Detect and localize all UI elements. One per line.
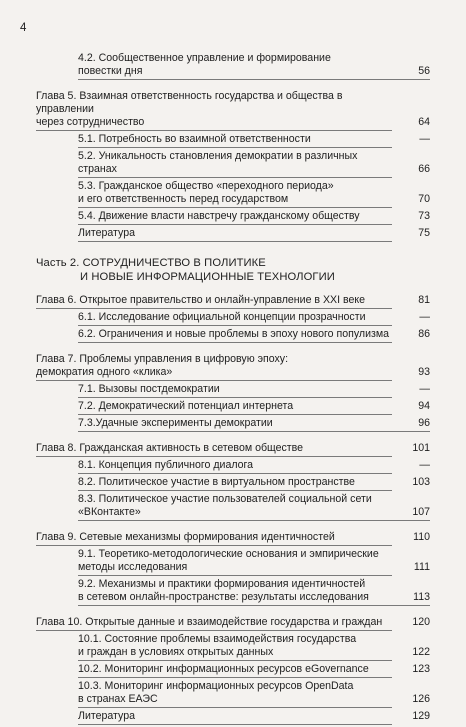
toc-entry-title: 5.4. Движение власти навстречу гражданскому обществу [78,210,360,222]
part-heading [36,256,430,284]
dotted-leader [78,575,392,576]
toc-entry [36,52,430,78]
toc-entry [36,633,430,659]
toc-entry-title: 4.2. Сообщественное управление и формирование повестки дня [78,52,331,77]
dotted-leader [78,177,392,178]
toc-entry-page: 75 [418,227,430,239]
dotted-leader [36,545,392,546]
toc-entry-title: 9.1. Теоретико-методологические основания и эмпирические методы исследования [78,548,379,573]
toc-entry-title: Глава 6. Открытое правительство и онлайн-управление в XXI веке [36,294,366,306]
toc-entry-page: 103 [412,476,430,488]
dotted-leader [78,397,392,398]
toc-entry-title: 7.3.Удачные эксперименты демократии [78,417,273,429]
toc-entry [36,150,430,176]
toc-entry-title: Глава 5. Взаимная ответственность государства и общества в управлении через сотрудничество [36,90,343,128]
toc-entry-page: 94 [418,400,430,412]
toc-entry-title: Глава 10. Открытые данные и взаимодействие государства и граждан [36,616,383,628]
toc-entry-page: 110 [413,531,430,543]
toc-entry-title: 5.3. Гражданское общество «переходного периода» и его ответственность перед государством [78,180,334,205]
toc-entry-page: — [419,459,430,471]
toc-entry-title: 6.2. Ограничения и новые проблемы в эпоху нового популизма [78,328,390,340]
dotted-leader [78,473,392,474]
toc-entry [36,710,430,723]
dotted-leader [78,431,430,432]
toc-entry-page: — [419,383,430,395]
toc-entry [36,133,430,146]
toc-entry [36,663,430,676]
toc-entry-title: 8.3. Политическое участие пользователей социальной сети «ВКонтакте» [78,493,372,518]
toc-entry-page: 101 [412,442,430,454]
toc-entry-page: 123 [412,663,430,675]
toc-entry-page: 70 [418,193,430,205]
toc-entry [36,227,430,240]
toc-entry-page: 73 [418,210,430,222]
toc-chapter-entry [36,90,430,129]
toc-entry-title: 5.2. Уникальность становления демократии в различных странах [78,150,358,175]
toc-entry-title: 6.1. Исследование официальной концепции прозрачности [78,311,366,323]
dotted-leader [78,224,392,225]
toc-entry-page: 86 [418,328,430,340]
toc-entry [36,548,430,574]
toc-entry-page: 66 [418,163,430,175]
toc-entry [36,311,430,324]
part-heading-line2: И НОВЫЕ ИНФОРМАЦИОННЫЕ ТЕХНОЛОГИИ [80,271,335,283]
toc-entry-title: 5.1. Потребность во взаимной ответственности [78,133,311,145]
toc-entry-page: 111 [413,561,430,573]
toc-entry [36,383,430,396]
toc-entry-title: Литература [78,710,135,722]
dotted-leader [36,630,392,631]
toc-chapter-entry [36,353,430,379]
toc-entry-page: 129 [412,710,430,722]
toc-entry [36,459,430,472]
dotted-leader [36,308,392,309]
dotted-leader [78,707,392,708]
toc-entry-title: 9.2. Механизмы и практики формирования идентичностей в сетевом онлайн-пространстве: результаты исследования [78,578,369,603]
toc-entry-page: 126 [412,693,430,705]
toc-entry-page: 93 [418,366,430,378]
toc-entry-page: — [419,133,430,145]
toc-entry [36,476,430,489]
toc-entry [36,180,430,206]
toc-entry-title: Литература [78,227,135,239]
dotted-leader [78,490,392,491]
dotted-leader [78,724,392,725]
toc-entry-page: 96 [418,417,430,429]
toc-entry-title: Глава 7. Проблемы управления в цифровую эпоху: демократия одного «клика» [36,353,289,378]
dotted-leader [78,414,392,415]
toc-entry [36,328,430,341]
toc-entry-title: 7.1. Вызовы постдемократии [78,383,220,395]
dotted-leader [78,325,392,326]
dotted-leader [78,660,392,661]
toc-entry-page: 122 [412,646,430,658]
dotted-leader [36,456,392,457]
page-number: 4 [20,22,27,34]
toc-entry-page: 107 [412,506,430,518]
dotted-leader [78,147,392,148]
toc-entry-page: 113 [413,591,430,603]
part-heading-line1: Часть 2. СОТРУДНИЧЕСТВО В ПОЛИТИКЕ [36,257,266,269]
dotted-leader [78,677,392,678]
toc-entry-page: 120 [412,616,430,628]
toc-entry [36,680,430,706]
toc-entry-page: 64 [418,116,430,128]
dotted-leader [78,79,430,80]
toc-entry-title: 10.2. Мониторинг информационных ресурсов eGovernance [78,663,369,675]
toc-entry-title: 10.3. Мониторинг информационных ресурсов OpenData в странах ЕАЭС [78,680,354,705]
toc-entry-title: Глава 8. Гражданская активность в сетевом обществе [36,442,304,454]
toc-chapter-entry [36,294,430,307]
toc-entry-page: 56 [418,65,430,77]
toc-entry-title: 8.1. Концепция публичного диалога [78,459,254,471]
dotted-leader [78,520,430,521]
toc-entry-title: 7.2. Демократический потенциал интернета [78,400,294,412]
toc-entry-page: 81 [418,294,430,306]
toc-entry-title: 8.2. Политическое участие в виртуальном пространстве [78,476,355,488]
toc-chapter-entry [36,442,430,455]
toc-entry-title: Глава 9. Сетевые механизмы формирования идентичностей [36,531,335,543]
toc-entry [36,400,430,413]
dotted-leader [78,342,392,343]
dotted-leader [78,207,392,208]
toc-entry [36,417,430,430]
toc-entry [36,210,430,223]
toc-chapter-entry [36,616,430,629]
toc-entry-page: — [419,311,430,323]
toc-entry-title: 10.1. Состояние проблемы взаимодействия государства и граждан в условиях открытых данных [78,633,357,658]
dotted-leader [36,130,392,131]
toc-chapter-entry [36,531,430,544]
dotted-leader [78,605,430,606]
dotted-leader [36,380,392,381]
dotted-leader [78,241,392,242]
table-of-contents [36,52,430,727]
toc-entry [36,578,430,604]
toc-entry [36,493,430,519]
